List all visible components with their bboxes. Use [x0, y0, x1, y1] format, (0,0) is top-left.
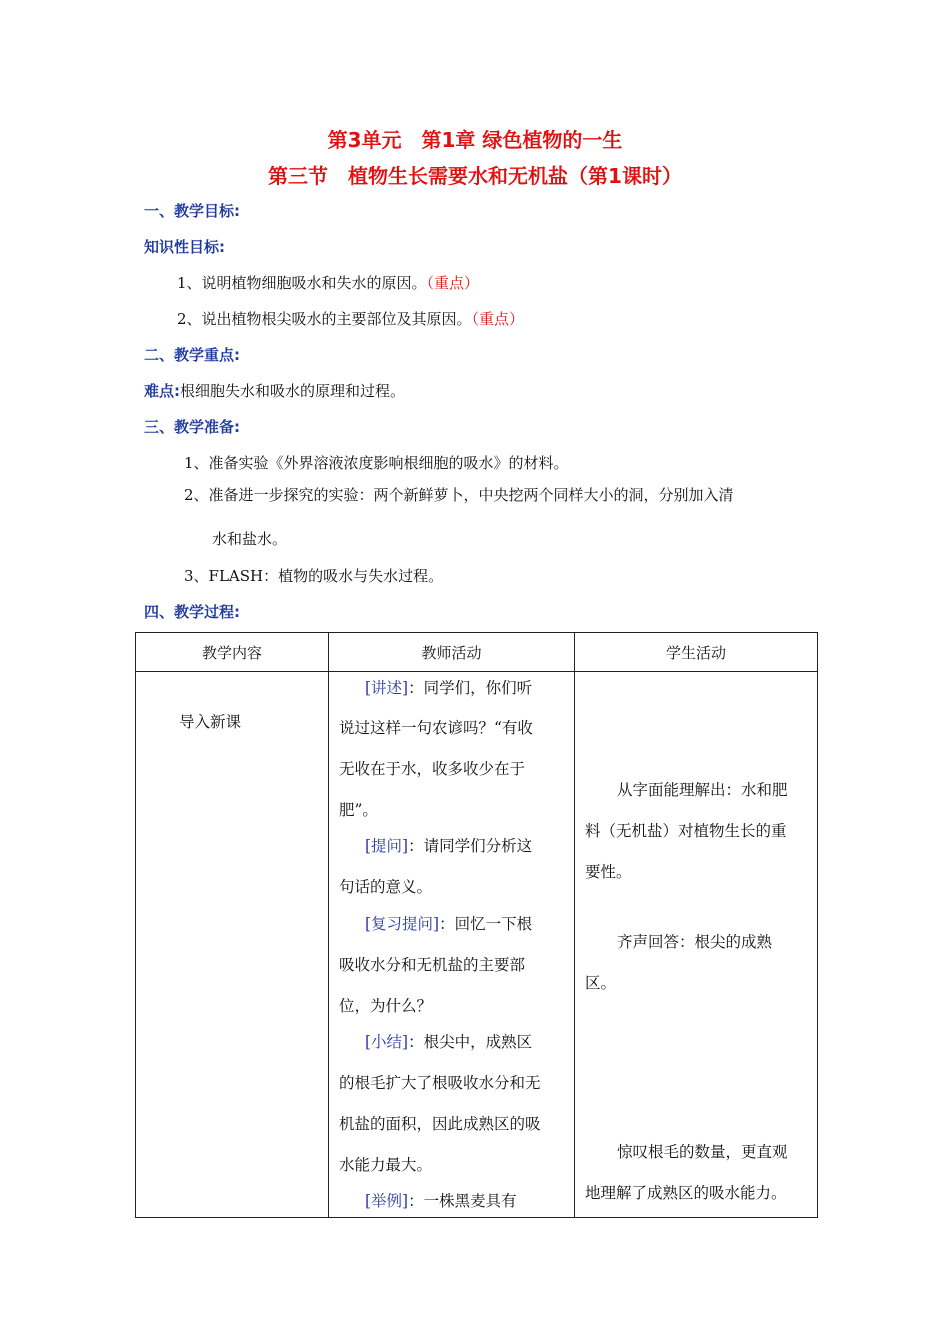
- section-title: 第三节 植物生长需要水和无机盐（第1课时）: [268, 164, 682, 188]
- student-cell: [575, 672, 818, 1218]
- header-student: 学生活动: [575, 633, 818, 672]
- teacher-line: 说过这样一句农谚吗？“有收: [339, 719, 533, 737]
- heading-key-points: 二、教学重点:: [144, 346, 240, 364]
- student-line: 从字面能理解出：水和肥: [617, 781, 788, 799]
- table-header-row: [136, 633, 818, 672]
- teaching-process-table: [135, 632, 818, 1218]
- header-content: 教学内容: [136, 633, 329, 672]
- goal-2-tag: （重点）: [471, 310, 525, 328]
- teacher-line: [举例]：一株黑麦具有: [365, 1192, 517, 1210]
- content-cell: [136, 672, 329, 1218]
- goal-item-2: [177, 308, 524, 329]
- heading-process: 四、教学过程:: [144, 603, 240, 621]
- prep-item-1: 1、准备实验《外界溶液浓度影响根细胞的吸水》的材料。: [184, 454, 569, 472]
- knowledge-goal-label: 知识性目标:: [144, 238, 225, 256]
- teacher-line: 水能力最大。: [339, 1156, 433, 1174]
- student-line: 惊叹根毛的数量，更直观: [617, 1143, 788, 1161]
- student-line: 地理解了成熟区的吸水能力。: [585, 1184, 787, 1202]
- teacher-cell: [329, 672, 575, 1218]
- heading-preparation: 三、教学准备:: [144, 418, 240, 436]
- goal-1-text: 1、说明植物细胞吸水和失水的原因。: [177, 274, 427, 292]
- student-line: 料（无机盐）对植物生长的重: [585, 822, 787, 840]
- teacher-line: 机盐的面积，因此成熟区的吸: [339, 1115, 541, 1133]
- student-line: 齐声回答：根尖的成熟: [617, 933, 773, 951]
- goal-1-tag: （重点）: [426, 274, 480, 292]
- teacher-line: 吸收水分和无机盐的主要部: [339, 956, 526, 974]
- teacher-line: [复习提问]：回忆一下根: [365, 915, 533, 933]
- prep-item-2: 2、准备进一步探究的实验：两个新鲜萝卜，中央挖两个同样大小的洞，分别加入清: [184, 486, 734, 504]
- teacher-line: [小结]：根尖中，成熟区: [365, 1033, 533, 1051]
- content-intro: 导入新课: [179, 713, 242, 731]
- student-line: 要性。: [585, 863, 632, 881]
- teacher-line: 的根毛扩大了根吸收水分和无: [339, 1074, 541, 1092]
- goal-item-1: [177, 272, 479, 293]
- teacher-line: 句话的意义。: [339, 878, 433, 896]
- teacher-line: [讲述]：同学们，你们听: [365, 679, 533, 697]
- difficulty-text: 根细胞失水和吸水的原理和过程。: [180, 382, 406, 400]
- document-title: 第3单元 第1章 绿色植物的一生: [327, 128, 623, 152]
- teacher-line: 位，为什么？: [339, 997, 433, 1015]
- prep-item-3: 3、FLASH：植物的吸水与失水过程。: [184, 567, 444, 585]
- prep-item-2-cont: 水和盐水。: [212, 530, 288, 548]
- header-teacher: 教师活动: [329, 633, 575, 672]
- heading-teaching-goals: 一、教学目标:: [144, 202, 240, 220]
- difficulty-label: 难点:: [144, 382, 180, 400]
- goal-2-text: 2、说出植物根尖吸水的主要部位及其原因。: [177, 310, 472, 328]
- difficulty-line: [144, 380, 405, 401]
- teacher-line: 肥”。: [339, 801, 378, 819]
- teacher-line: 无收在于水，收多收少在于: [339, 760, 526, 778]
- table-row: [136, 672, 818, 1218]
- teacher-line: [提问]：请同学们分析这: [365, 837, 533, 855]
- student-line: 区。: [585, 974, 617, 992]
